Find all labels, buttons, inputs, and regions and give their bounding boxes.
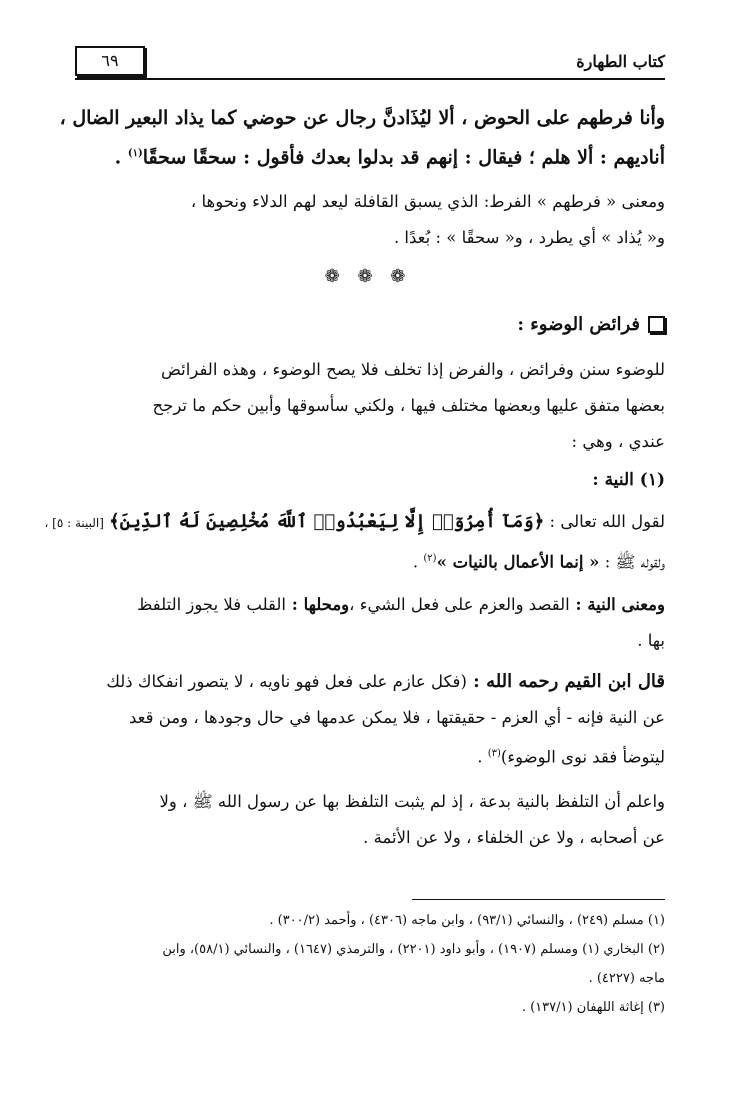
hadith-line-1: وأنا فرطهم على الحوض ، ألا ليُذَادنَّ رجال عن حوضي كما يذاد البعير الضال ، [59, 107, 665, 129]
footnote-ref-3[interactable]: (٣) [487, 748, 501, 759]
hadith-paragraph [59, 100, 665, 175]
page-number-box: ٦٩ [75, 46, 145, 76]
niyya-meaning-end: بها . [637, 630, 665, 650]
footnote-ref-2[interactable]: (٢) [423, 553, 437, 564]
quran-line: لقول الله تعالى : ﴿وَمَآ أُمِرُوٓا۟ إِلَّا لِيَعْبُدُوا۟ ٱللَّهَ مُخْلِصِينَ لَهُ ٱلدِّينَ﴾ [البينة : ٥] ، [44, 511, 665, 532]
niyya-place-label: ومحلها : [286, 594, 350, 614]
niyya-heading: (١) النية : [592, 470, 665, 490]
closing-line-1: واعلم أن التلفظ بالنية بدعة ، إذ لم يثبت التلفظ بها عن رسول الله ﷺ ، ولا [159, 792, 665, 811]
hadith-niyya-text: « إنما الأعمال بالنيات » [436, 552, 600, 572]
intro-line-1: للوضوء سنن وفرائض ، والفرض إذا تخلف فلا يصح الوضوء ، وهذه الفرائض [160, 360, 665, 379]
hadith-line-2: أناديهم : ألا هلم ؛ فيقال : إنهم قد بدلوا بعدك فأقول : سحقًا سحقًا$^{(١)}$ . [114, 146, 665, 169]
header-rule [75, 78, 665, 80]
footnotes [72, 906, 665, 1022]
section-bullet-box-icon [648, 316, 665, 333]
book-title: كتاب الطهارة [576, 52, 665, 71]
footnote-separator [412, 899, 665, 900]
glossary-paragraph [75, 184, 665, 256]
niyya-meaning-line: ومعنى النية : القصد والعزم على فعل الشيء ،ومحلها : القلب فلا يجوز التلفظ [137, 594, 665, 614]
footnote-2: (٢) البخاري (١) ومسلم (١٩٠٧) ، وأبو داود (٢٢٠١) ، والترمذي (١٦٤٧) ، والنسائي (٥٨/١)، وابن [162, 942, 665, 957]
quran-reference: [البينة : ٥] ، [44, 516, 104, 530]
section-separator: ❁ ❁ ❁ [324, 266, 412, 287]
ibn-qayyim-paragraph [75, 664, 665, 776]
ibn-qayyim-line-3: ليتوضأ فقد نوى الوضوء)$^{(٣)}$ . [477, 747, 665, 767]
section-title: فرائض الوضوء : [517, 314, 640, 335]
intro-line-3: عندي ، وهي : [571, 432, 665, 451]
niyya-meaning-label: ومعنى النية : [569, 594, 665, 614]
intro-line-2: بعضها متفق عليها وبعضها مختلف فيها ، ولكني سأسوقها وأبين حكم ما ترجح [152, 396, 665, 415]
hadith-niyya-line: ولقوله ﷺ : « إنما الأعمال بالنيات »$^{(٢)}$ . [412, 552, 665, 572]
glossary-line-1: ومعنى « فرطهم » الفرط: الذي يسبق القافلة ليعد لهم الدلاء ونحوها ، [190, 192, 665, 211]
page-header [75, 44, 665, 80]
niyya-section [44, 462, 665, 659]
closing-paragraph [75, 784, 665, 856]
footnote-ref-1[interactable]: (١) [127, 148, 143, 159]
section-heading [517, 314, 665, 335]
footnote-3: (٣) إغاثة اللهفان (١٣٧/١) . [521, 1000, 665, 1015]
glossary-line-2: و« يُذاد » أي يطرد ، و« سحقًا » : بُعدًا . [393, 228, 665, 247]
section-intro [75, 352, 665, 460]
quran-verse: ﴿وَمَآ أُمِرُوٓا۟ إِلَّا لِيَعْبُدُوا۟ ٱللَّهَ مُخْلِصِينَ لَهُ ٱلدِّينَ﴾ [109, 511, 545, 532]
footnote-2-continued: ماجه (٤٢٢٧) . [588, 971, 665, 986]
footnote-1: (١) مسلم (٢٤٩) ، والنسائي (٩٣/١) ، وابن ماجه (٤٣٠٦) ، وأحمد (٣٠٠/٢) . [269, 913, 665, 928]
ibn-qayyim-line-1: قال ابن القيم رحمه الله : (فكل عازم على فعل فهو ناويه ، لا يتصور انفكاك ذلك [106, 671, 665, 692]
ibn-qayyim-line-2: عن النية فإنه - أي العزم - حقيقتها ، فلا يمكن عدمها في حال وجودها ، ومن قعد [128, 708, 665, 727]
ibn-qayyim-label: قال ابن القيم رحمه الله : [466, 671, 665, 692]
closing-line-2: عن أصحابه ، ولا عن الخلفاء ، ولا عن الأئمة . [363, 828, 665, 847]
